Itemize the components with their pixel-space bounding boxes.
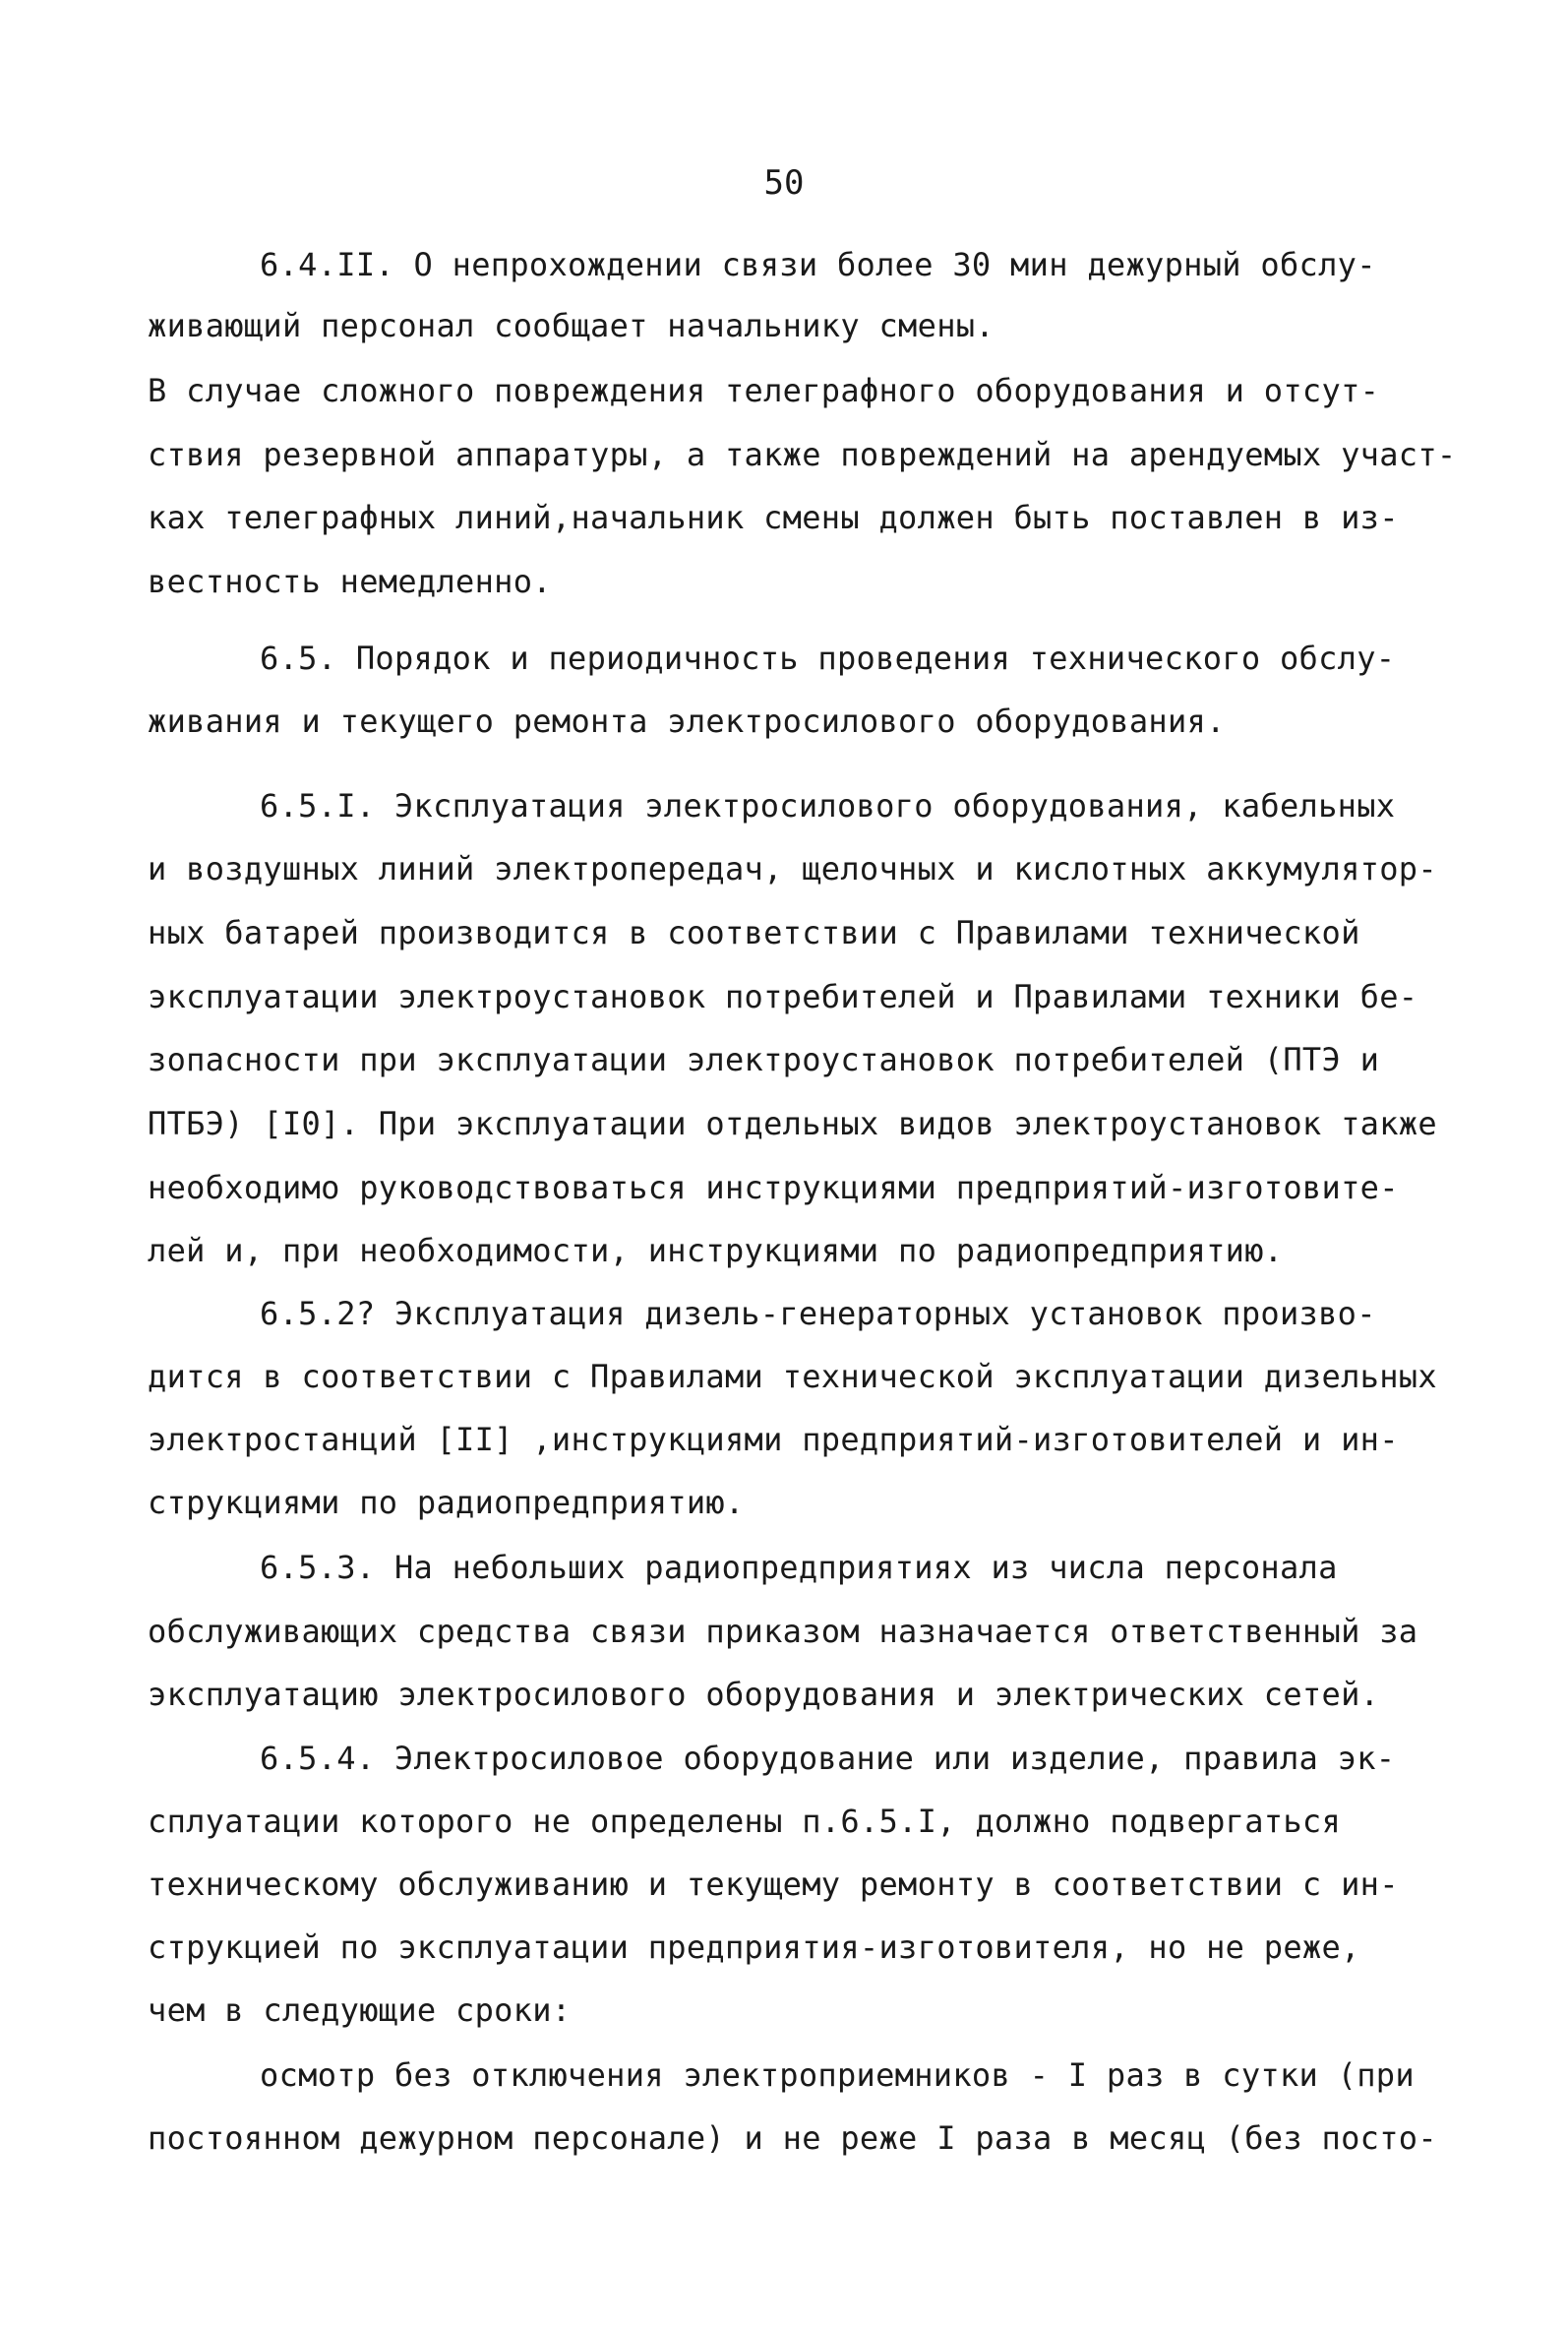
text-line: чем в следующие сроки: [148,1991,572,2029]
text-line: и воздушных линий электропередач, щелочных и кислотных аккумулятор- [148,850,1437,887]
text-line: обслуживающих средства связи приказом назначается ответственный за [148,1613,1418,1650]
text-line: необходимо руководствоваться инструкциями предприятий-изготовите- [148,1169,1399,1206]
text-line: ных батарей производится в соответствии с Правилами технической [148,914,1360,951]
text-line: осмотр без отключения электроприемников - I раз в сутки (при [260,2056,1415,2094]
page-number: 50 [763,163,805,203]
text-line: живания и текущего ремонта электросилового оборудования. [148,703,1226,740]
text-line: постоянном дежурном персонале) и не реже I раза в месяц (без посто- [148,2119,1437,2157]
text-line: 6.5.2? Эксплуатация дизель-генераторных установок произво- [260,1295,1376,1332]
text-line: ствия резервной аппаратуры, а также повреждений на арендуемых участ- [148,436,1457,473]
text-line: сплуатации которого не определены п.6.5.I, должно подвергаться [148,1803,1342,1840]
text-line: ках телеграфных линий,начальник смены должен быть поставлен в из- [148,499,1399,536]
text-line: струкциями по радиопредприятию. [148,1484,745,1521]
text-line: В случае сложного повреждения телеграфного оборудования и отсут- [148,372,1380,409]
text-line: эксплуатации электроустановок потребителей и Правилами техники бе- [148,978,1418,1015]
text-line: 6.5.4. Электросиловое оборудование или изделие, правила эк- [260,1740,1396,1777]
text-line: 6.4.II. О непрохождении связи более 30 мин дежурный обслу- [260,246,1376,283]
text-line: дится в соответствии с Правилами технической эксплуатации дизельных [148,1358,1437,1395]
text-line: эксплуатацию электросилового оборудования и электрических сетей. [148,1676,1380,1713]
text-line: 6.5.3. На небольших радиопредприятиях из числа персонала [260,1549,1338,1586]
text-line: живающий персонал сообщает начальнику смены. [148,307,995,344]
text-line: вестность немедленно. [148,563,552,600]
text-line: ПТБЭ) [I0]. При эксплуатации отдельных видов электроустановок также [148,1105,1437,1142]
text-line: электростанций [II] ,инструкциями предприятий-изготовителей и ин- [148,1421,1399,1458]
text-line: 6.5. Порядок и периодичность проведения технического обслу- [260,640,1396,677]
text-line: лей и, при необходимости, инструкциями по радиопредприятию. [148,1232,1284,1269]
text-line: зопасности при эксплуатации электроустановок потребителей (ПТЭ и [148,1041,1380,1078]
text-line: струкцией по эксплуатации предприятия-изготовителя, но не реже, [148,1928,1360,1966]
text-line: техническому обслуживанию и текущему ремонту в соответствии с ин- [148,1866,1399,1903]
text-line: 6.5.I. Эксплуатация электросилового оборудования, кабельных [260,787,1396,825]
